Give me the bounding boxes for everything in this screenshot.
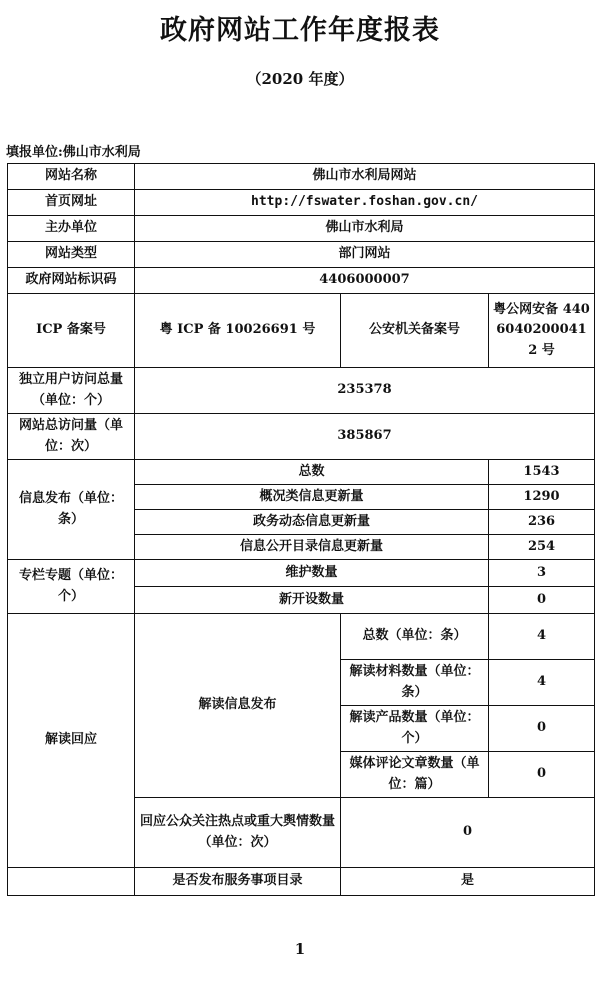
info-release-label: 信息发布（单位：条） — [8, 460, 135, 560]
info-release-item-label: 概况类信息更新量 — [135, 485, 489, 510]
site-name-label: 网站名称 — [8, 164, 135, 190]
table-row — [8, 190, 595, 216]
table-row — [8, 164, 595, 190]
table-row — [8, 242, 595, 268]
columns-item-label: 维护数量 — [135, 560, 489, 587]
interpretation-publish-label: 解读信息发布 — [135, 614, 341, 798]
info-release-item-value: 1290 — [489, 485, 595, 510]
columns-label: 专栏专题（单位：个） — [8, 560, 135, 614]
total-visits-value: 385867 — [135, 414, 595, 460]
interpretation-item-label: 媒体评论文章数量（单位：篇） — [341, 752, 489, 798]
home-url-link[interactable]: http://fswater.foshan.gov.cn/ — [135, 190, 595, 216]
unique-visitors-value: 235378 — [135, 368, 595, 414]
info-release-item-value: 236 — [489, 510, 595, 535]
interpretation-item-value: 4 — [489, 660, 595, 706]
interpretation-item-value: 0 — [489, 706, 595, 752]
columns-item-label: 新开设数量 — [135, 587, 489, 614]
info-release-item-label: 总数 — [135, 460, 489, 485]
service-catalog-value: 是 — [341, 868, 595, 896]
interpretation-item-label: 解读材料数量（单位：条） — [341, 660, 489, 706]
filing-unit: 填报单位:佛山市水利局 — [6, 145, 141, 160]
table-row — [8, 268, 595, 294]
info-release-item-label: 政务动态信息更新量 — [135, 510, 489, 535]
home-url-label: 首页网址 — [8, 190, 135, 216]
sponsor-label: 主办单位 — [8, 216, 135, 242]
table-row — [8, 368, 595, 414]
service-catalog-empty — [8, 868, 135, 896]
site-id-label: 政府网站标识码 — [8, 268, 135, 294]
page-number: 1 — [294, 940, 306, 958]
response-label: 回应公众关注热点或重大舆情数量（单位：次） — [135, 798, 341, 868]
unique-visitors-label: 独立用户访问总量（单位：个） — [8, 368, 135, 414]
page-title: 政府网站工作年度报表 — [160, 15, 440, 46]
interpretation-item-value: 4 — [489, 614, 595, 660]
site-type-value: 部门网站 — [135, 242, 595, 268]
table-row — [8, 294, 595, 368]
police-record-label: 公安机关备案号 — [341, 294, 489, 368]
icp-value: 粤 ICP 备 10026691 号 — [135, 294, 341, 368]
interpretation-item-label: 解读产品数量（单位：个） — [341, 706, 489, 752]
table-row — [8, 216, 595, 242]
icp-label: ICP 备案号 — [8, 294, 135, 368]
table-row — [8, 614, 595, 660]
info-release-item-value: 1543 — [489, 460, 595, 485]
report-year: （2020 年度） — [246, 70, 354, 88]
table-row — [8, 560, 595, 587]
total-visits-label: 网站总访问量（单位：次） — [8, 414, 135, 460]
site-type-label: 网站类型 — [8, 242, 135, 268]
interpretation-item-value: 0 — [489, 752, 595, 798]
site-id-value: 4406000007 — [135, 268, 595, 294]
report-table — [7, 163, 595, 896]
info-release-item-label: 信息公开目录信息更新量 — [135, 535, 489, 560]
columns-item-value: 0 — [489, 587, 595, 614]
columns-item-value: 3 — [489, 560, 595, 587]
table-row — [8, 868, 595, 896]
police-record-value: 粤公网安备 44060402000412 号 — [489, 294, 595, 368]
info-release-item-value: 254 — [489, 535, 595, 560]
table-row — [8, 414, 595, 460]
table-row — [8, 460, 595, 485]
site-name-value: 佛山市水利局网站 — [135, 164, 595, 190]
sponsor-value: 佛山市水利局 — [135, 216, 595, 242]
interpretation-label: 解读回应 — [8, 614, 135, 868]
response-value: 0 — [341, 798, 595, 868]
interpretation-item-label: 总数（单位：条） — [341, 614, 489, 660]
service-catalog-label: 是否发布服务事项目录 — [135, 868, 341, 896]
